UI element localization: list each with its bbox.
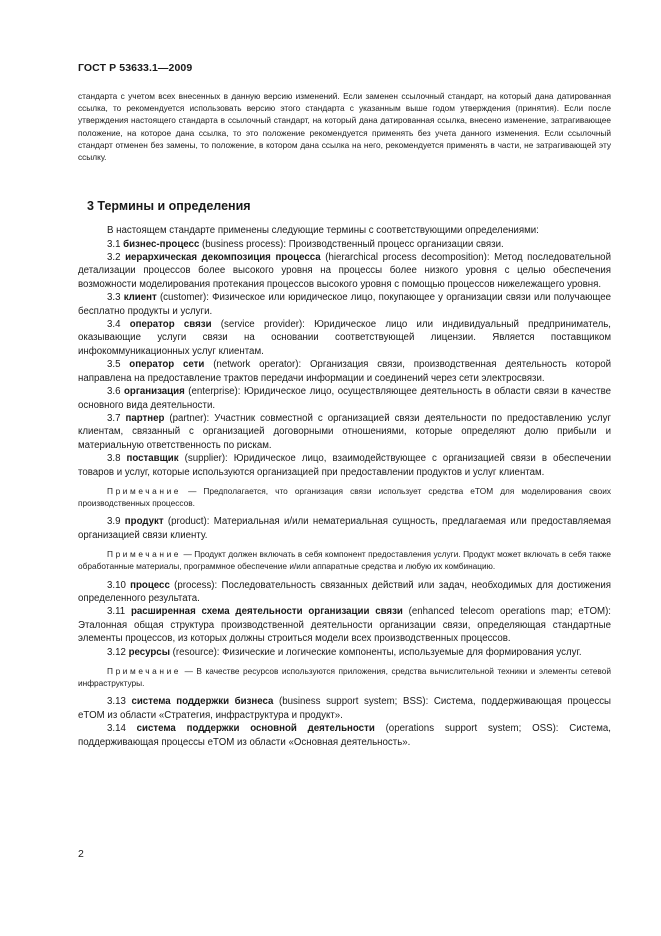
note-label: Примечание xyxy=(107,549,182,560)
term-3-9: 3.9 продукт (product): Материальная и/или нематериальная сущность, предлагаемая или предоставляемая организацией связи клиенту. xyxy=(78,516,611,541)
term-3-3: 3.3 клиент (customer): Физическое или юридическое лицо, покупающее у организации связи или получающее бесплатно продукты и услуги. xyxy=(78,292,611,317)
term-name: процесс xyxy=(130,579,170,591)
term-3-10: 3.10 процесс (process): Последовательность связанных действий или задач, необходимых для достижения определенного результата. xyxy=(78,579,611,604)
term-name: оператор связи xyxy=(129,319,212,331)
term-name: организация xyxy=(124,386,185,398)
term-3-14: 3.14 система поддержки основной деятельности (operations support system; OSS): Система, поддерживающая процессы eTOM из области «Основная деятельность». xyxy=(78,723,611,748)
note-label: Примечание xyxy=(107,666,182,676)
term-name: поставщик xyxy=(126,453,179,465)
term-3-11: 3.11 расширенная схема деятельности организации связи (enhanced telecom operations map; eTOM): Эталонная общая структура производственной деятельности организации связи, определяющая стандартные элементы процессов, из которых должны строиться модели всех производственных процессов. xyxy=(78,606,611,645)
term-name: ресурсы xyxy=(128,646,170,658)
term-name: бизнес-процесс xyxy=(123,238,200,250)
term-3-12: 3.12 ресурсы (resource): Физические и логические компоненты, используемые для формирования услуг. xyxy=(107,646,582,658)
document-header: ГОСТ Р 53633.1—2009 xyxy=(78,62,193,74)
section-title: 3 Термины и определения xyxy=(87,199,251,214)
term-name: иерархическая декомпозиция процесса xyxy=(125,252,321,264)
note-3: Примечание — В качестве ресурсов используются приложения, средства вычислительной техники и элементы сетевой инфраструктуры. xyxy=(78,666,611,689)
term-3-5: 3.5 оператор сети (network operator): Организация связи, производственная деятельность которой направлена на предоставление трактов передачи информации и соединений через сети электросвязи. xyxy=(78,359,612,384)
note-2: Примечание — Продукт должен включать в себя компонент предоставления услуги. Продукт может включать в себя также обработанные материалы, программное обеспечение и/или аппаратные средства и любую их комбинацию. xyxy=(78,549,611,572)
intro-block xyxy=(78,90,611,163)
term-name: оператор сети xyxy=(129,359,205,371)
term-3-6: 3.6 организация (enterprise): Юридическое лицо, осуществляющее деятельность в области связи в качестве основного вида деятельности. xyxy=(78,386,611,411)
term-name: расширенная схема деятельности организации связи xyxy=(130,606,403,618)
term-3-2: 3.2 иерархическая декомпозиция процесса (hierarchical process decomposition): Метод последовательной детализации процессов более высокого уровня на процессы более низкого уровня с целью обеспечения возможности моделирования протекания процессов высокого уровня с помощью процессов нижележащего уровня. xyxy=(78,252,611,290)
term-name: система поддержки основной деятельности xyxy=(136,723,375,735)
intro-paragraph: стандарта с учетом всех внесенных в данную версию изменений. Если заменен ссылочный стандарт, на который дана датированная ссылка, то рекомендуется использовать версию этого стандарта с указанным выше годом утверждения (принятия). Если после утверждения настоящего стандарта в ссылочный стандарт, на который дана датированная ссылка, внесено изменение, затрагивающее положение, на которое дана ссылка, то это положение рекомендуется применять без учета данного изменения. Если ссылочный стандарт отменен без замены, то положение, в котором дана ссылка на него, рекомендуется применять в части, не затрагивающей эту ссылку. xyxy=(78,91,611,163)
term-3-13: 3.13 система поддержки бизнеса (business support system; BSS): Система, поддерживающая процессы eTOM из области «Стратегия, инфраструктура и продукт». xyxy=(78,696,611,721)
term-3-8: 3.8 поставщик (supplier): Юридическое лицо, взаимодействующее с организацией связи в обеспечении товаров и услуг, которые используются организацией при предоставлении продуктов и услуг клиентам. xyxy=(78,453,611,478)
term-name: партнер xyxy=(125,412,165,424)
term-name: клиент xyxy=(123,292,157,304)
page-number: 2 xyxy=(78,848,84,860)
term-3-4: 3.4 оператор связи (service provider): Юридическое лицо или индивидуальный предприниматель, оказывающие услуги связи на основании соответствующей лицензии. Является поставщиком инфокоммуникационных услуг клиентам. xyxy=(78,319,611,357)
section-lead: В настоящем стандарте применены следующие термины с соответствующими определениями: xyxy=(107,225,539,237)
note-1: Примечание — Предполагается, что организация связи использует средства eTOM для моделирования своих производственных процессов. xyxy=(78,485,611,509)
term-name: система поддержки бизнеса xyxy=(131,696,274,708)
term-3-7: 3.7 партнер (partner): Участник совместной с организацией связи деятельности по предоставлению услуг клиентам, связанный с организацией договорными отношениями, которые определяют долю прибыли и материальную ответственность по рискам. xyxy=(78,412,611,451)
term-3-1: 3.1 бизнес-процесс (business process): Производственный процесс организации связи. xyxy=(107,238,504,250)
term-name: продукт xyxy=(124,516,164,528)
note-label: Примечание xyxy=(107,485,182,496)
